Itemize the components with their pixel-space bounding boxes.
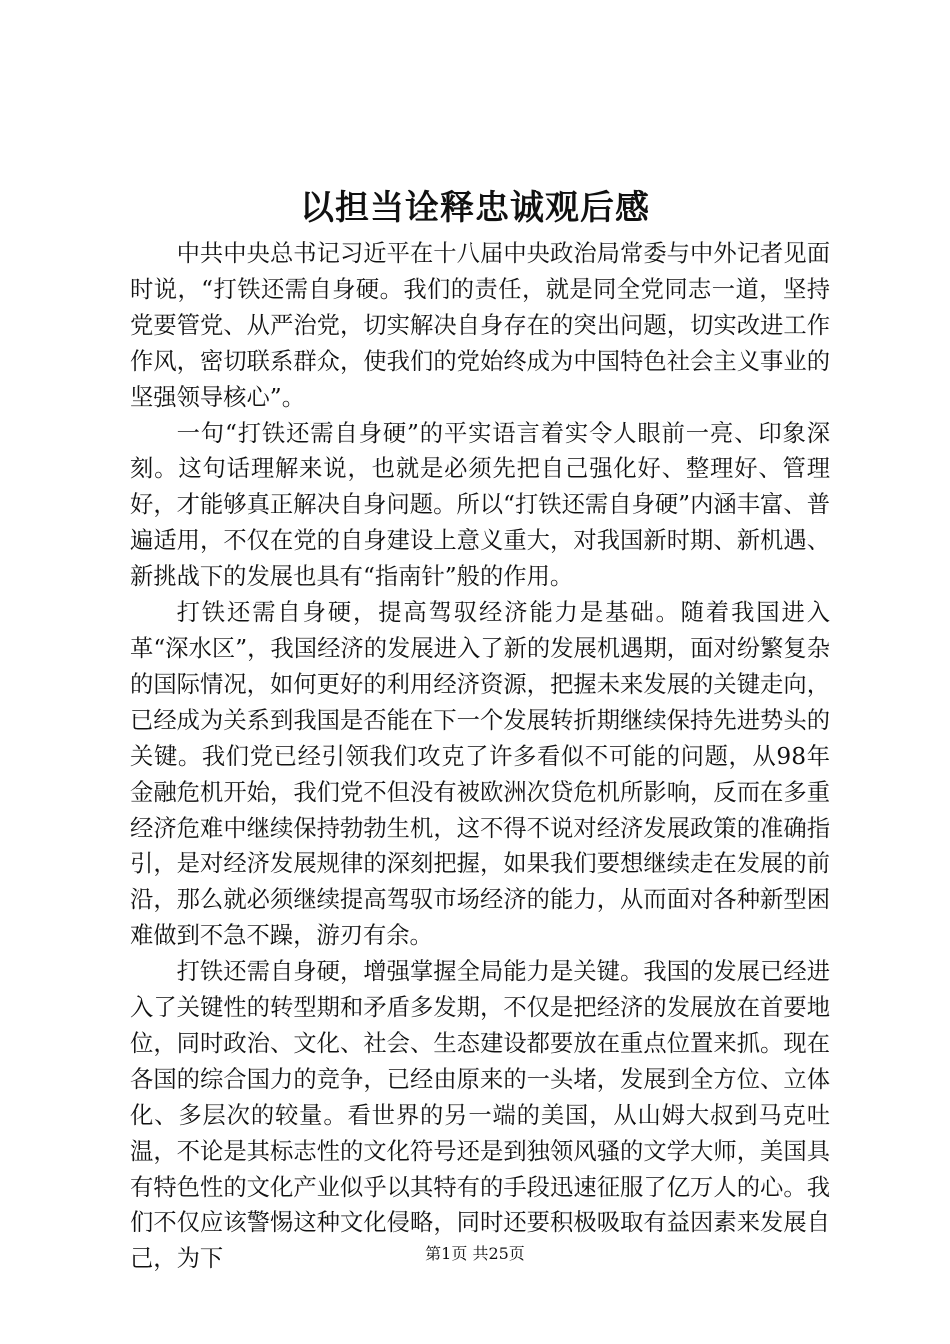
paragraph-2: 一句“打铁还需自身硬”的平实语言着实令人眼前一亮、印象深刻。这句话理解来说，也就是必须先把自己强化好、整理好、管理好，才能够真正解决自身问题。所以“打铁还需自身硬”内涵丰富、普遍适用，不仅在党的自身建设上意义重大，对我国新时期、新机遇、新挑战下的发展也具有“指南针”般的作用。 bbox=[130, 419, 830, 591]
document-body bbox=[130, 236, 830, 1277]
page-footer: 第1页 共25页 bbox=[425, 1244, 525, 1263]
paragraph-3: 打铁还需自身硬，提高驾驭经济能力是基础。随着我国进入革“深水区”，我国经济的发展进入了新的发展机遇期，面对纷繁复杂的国际情况，如何更好的利用经济资源，把握未来发展的关键走向，已经成为关系到我国是否能在下一个发展转折期继续保持先进势头的关键。我们党已经引领我们攻克了许多看似不可能的问题，从98年金融危机开始，我们党不但没有被欧洲次贷危机所影响，反而在多重经济危难中继续保持勃勃生机，这不得不说对经济发展政策的准确指引，是对经济发展规律的深刻把握，如果我们要想继续走在发展的前沿，那么就必须继续提高驾驭市场经济的能力，从而面对各种新型困难做到不急不躁，游刃有余。 bbox=[130, 599, 830, 950]
paragraph-1: 中共中央总书记习近平在十八届中央政治局常委与中外记者见面时说，“打铁还需自身硬。我们的责任，就是同全党同志一道，坚持党要管党、从严治党，切实解决自身存在的突出问题，切实改进工作作风，密切联系群众，使我们的党始终成为中国特色社会主义事业的坚强领导核心”。 bbox=[130, 240, 830, 411]
paragraph-4: 打铁还需自身硬，增强掌握全局能力是关键。我国的发展已经进入了关键性的转型期和矛盾多发期，不仅是把经济的发展放在首要地位，同时政治、文化、社会、生态建设都要放在重点位置来抓。现在各国的综合国力的竞争，已经由原来的一头堵，发展到全方位、立体化、多层次的较量。看世界的另一端的美国，从山姆大叔到马克吐温，不论是其标志性的文化符号还是到独领风骚的文学大师，美国具有特色性的文化产业似乎以其特有的手段迅速征服了亿万人的心。我们不仅应该警惕这种文化侵略，同时还要积极吸取有益因素来发展自己，为下 bbox=[130, 958, 830, 1273]
document-title: 以担当诠释忠诚观后感 bbox=[300, 188, 650, 228]
